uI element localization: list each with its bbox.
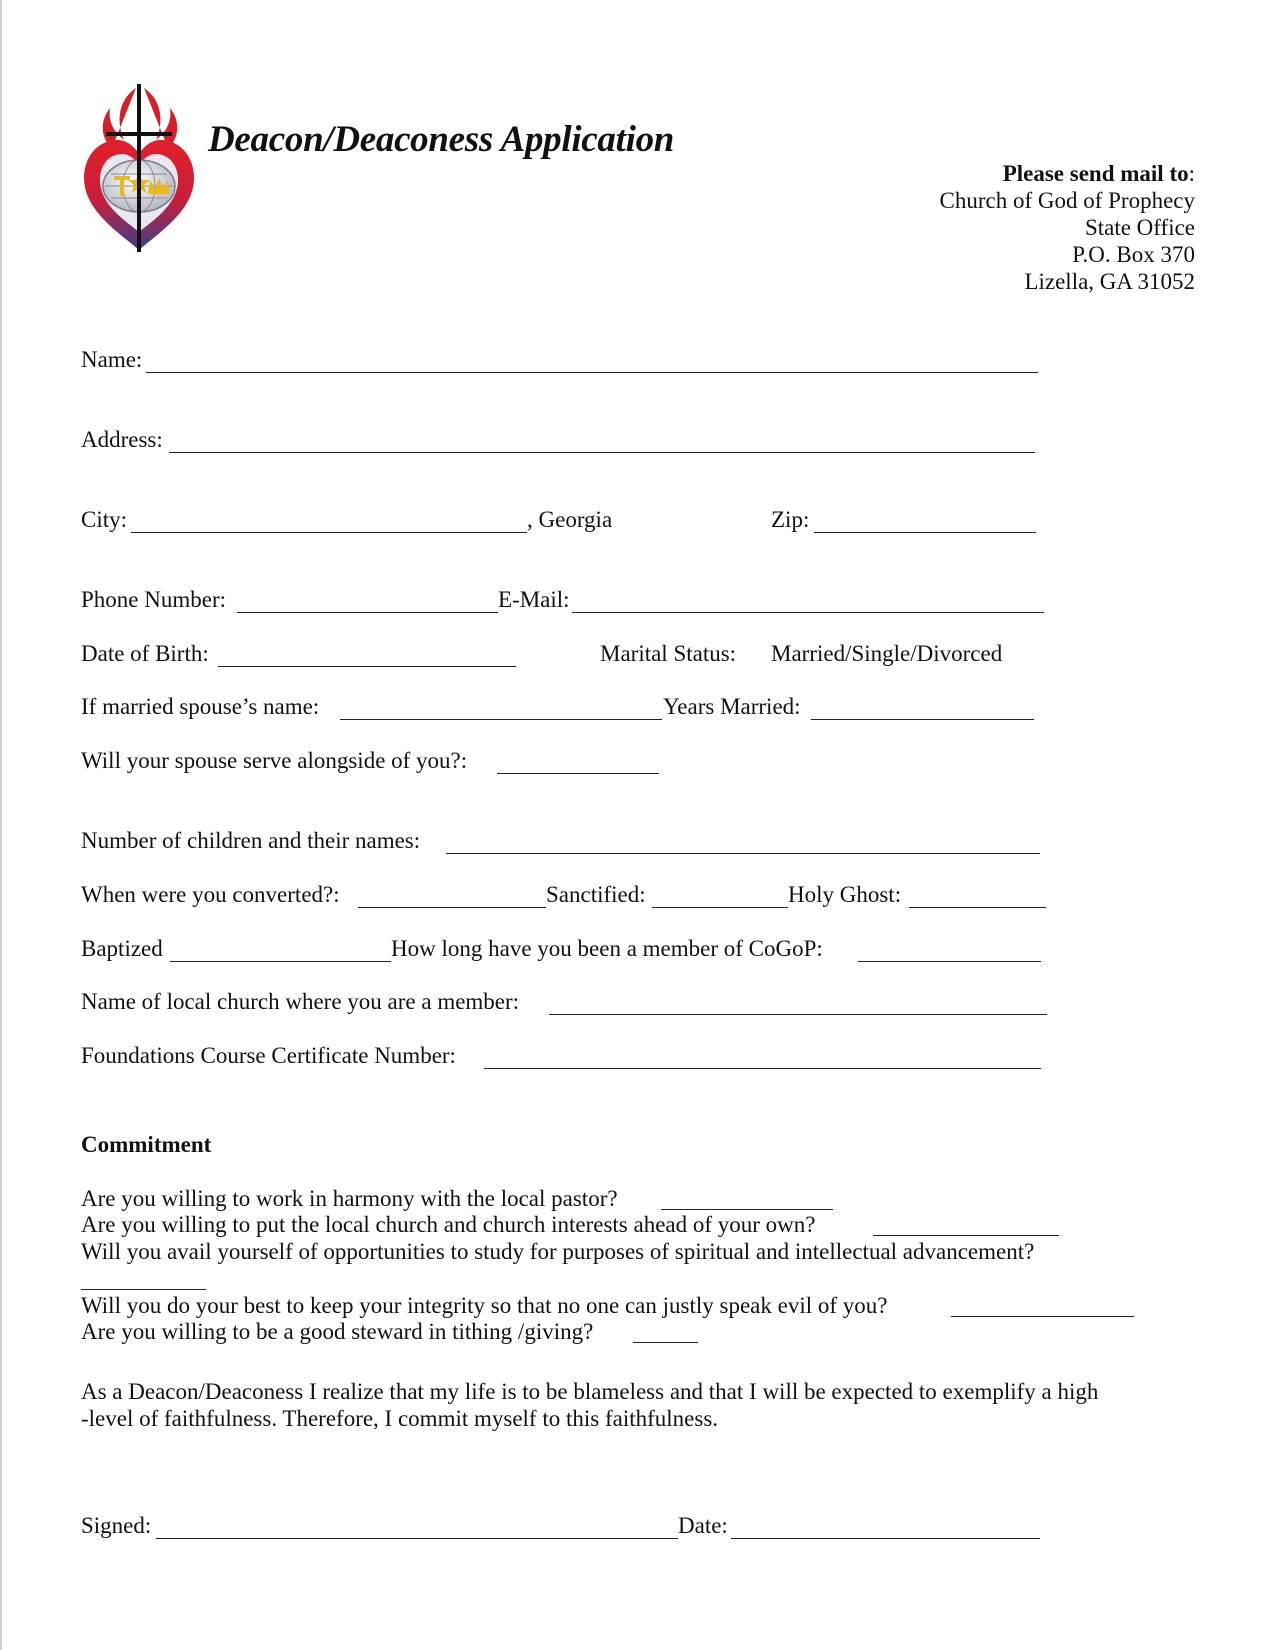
commitment-q2-field[interactable] bbox=[873, 1235, 1059, 1236]
church-logo-icon bbox=[78, 82, 200, 254]
commitment-q3-field[interactable] bbox=[81, 1289, 206, 1290]
certificate-field[interactable] bbox=[484, 1068, 1041, 1069]
commitment-q2: Are you willing to put the local church and church interests ahead of your own? bbox=[81, 1212, 816, 1237]
commitment-heading: Commitment bbox=[81, 1132, 212, 1157]
zip-label: Zip: bbox=[771, 507, 810, 532]
converted-label: When were you converted?: bbox=[81, 882, 340, 907]
marital-status-label: Marital Status: bbox=[600, 641, 737, 666]
city-field[interactable] bbox=[131, 532, 527, 533]
member-length-label: How long have you been a member of CoGoP: bbox=[391, 936, 823, 961]
city-label: City: bbox=[81, 507, 128, 532]
converted-field[interactable] bbox=[358, 907, 546, 908]
zip-field[interactable] bbox=[814, 532, 1036, 533]
years-married-label: Years Married: bbox=[663, 694, 801, 719]
member-length-field[interactable] bbox=[858, 961, 1041, 962]
holy-ghost-field[interactable] bbox=[909, 907, 1046, 908]
commitment-q1: Are you willing to work in harmony with the local pastor? bbox=[81, 1186, 618, 1211]
commitment-statement-line1: As a Deacon/Deaconess I realize that my life is to be blameless and that I will be expected to exemplify a high bbox=[81, 1379, 1099, 1404]
mail-heading: Please send mail to bbox=[1002, 161, 1189, 186]
children-field[interactable] bbox=[446, 853, 1040, 854]
state-text: , Georgia bbox=[527, 507, 613, 532]
commitment-q5: Are you willing to be a good steward in tithing /giving? bbox=[81, 1319, 594, 1344]
commitment-q1-field[interactable] bbox=[661, 1209, 833, 1210]
mail-line-org: Church of God of Prophecy bbox=[939, 188, 1195, 213]
sanctified-field[interactable] bbox=[652, 907, 788, 908]
spouse-name-field[interactable] bbox=[340, 719, 662, 720]
marital-status-options[interactable]: Married/Single/Divorced bbox=[771, 641, 1003, 666]
mailing-address bbox=[939, 160, 1195, 295]
dob-field[interactable] bbox=[218, 666, 516, 667]
phone-label: Phone Number: bbox=[81, 587, 227, 612]
phone-field[interactable] bbox=[237, 612, 498, 613]
commitment-q5-field[interactable] bbox=[633, 1342, 698, 1343]
commitment-q4-field[interactable] bbox=[951, 1316, 1134, 1317]
mail-heading-colon: : bbox=[1188, 161, 1195, 186]
spouse-serve-field[interactable] bbox=[497, 773, 659, 774]
spouse-name-label: If married spouse’s name: bbox=[81, 694, 320, 719]
mail-line-city: Lizella, GA 31052 bbox=[1024, 269, 1195, 294]
holy-ghost-label: Holy Ghost: bbox=[788, 882, 902, 907]
baptized-field[interactable] bbox=[170, 961, 391, 962]
signed-label: Signed: bbox=[81, 1513, 152, 1538]
mail-line-pobox: P.O. Box 370 bbox=[1072, 242, 1195, 267]
name-label: Name: bbox=[81, 347, 143, 372]
children-label: Number of children and their names: bbox=[81, 828, 421, 853]
email-label: E-Mail: bbox=[498, 587, 570, 612]
mail-line-office: State Office bbox=[1084, 215, 1195, 240]
date-field[interactable] bbox=[731, 1538, 1040, 1539]
baptized-label: Baptized bbox=[81, 936, 163, 961]
commitment-q4: Will you do your best to keep your integrity so that no one can justly speak evil of you? bbox=[81, 1293, 888, 1318]
address-label: Address: bbox=[81, 427, 163, 452]
commitment-statement-line2: -level of faithfulness. Therefore, I commit myself to this faithfulness. bbox=[81, 1406, 719, 1431]
dob-label: Date of Birth: bbox=[81, 641, 209, 666]
local-church-field[interactable] bbox=[549, 1014, 1047, 1015]
date-label: Date: bbox=[678, 1513, 728, 1538]
form-title: Deacon/Deaconess Application bbox=[208, 119, 675, 160]
spouse-serve-label: Will your spouse serve alongside of you?: bbox=[81, 748, 468, 773]
certificate-label: Foundations Course Certificate Number: bbox=[81, 1043, 456, 1068]
sanctified-label: Sanctified: bbox=[546, 882, 646, 907]
page-edge bbox=[0, 0, 2, 1650]
signature-field[interactable] bbox=[156, 1538, 678, 1539]
local-church-label: Name of local church where you are a member: bbox=[81, 989, 520, 1014]
address-field[interactable] bbox=[169, 452, 1035, 453]
email-field[interactable] bbox=[572, 612, 1044, 613]
name-field[interactable] bbox=[146, 372, 1038, 373]
years-married-field[interactable] bbox=[811, 719, 1034, 720]
commitment-q3: Will you avail yourself of opportunities to study for purposes of spiritual and intellectual advancement? bbox=[81, 1239, 1035, 1264]
